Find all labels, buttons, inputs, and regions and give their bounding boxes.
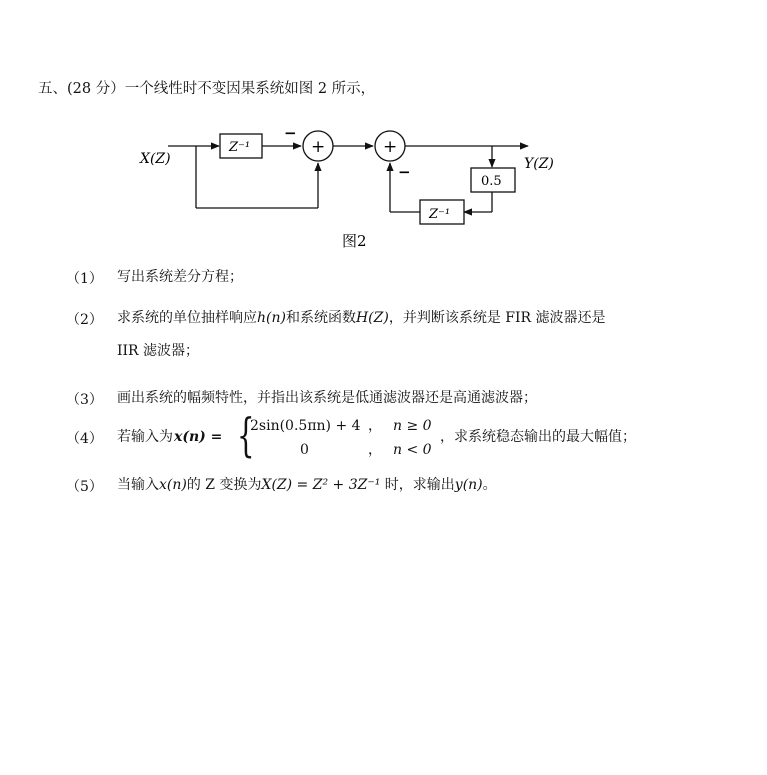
q2-hz: H(Z) [355, 310, 389, 326]
q2-text-a: 求系统的单位抽样响应 [117, 310, 257, 326]
q5-line [117, 476, 497, 494]
q5-yn: y(n) [454, 477, 483, 493]
block-diagram [0, 0, 767, 260]
delay1-label: Z⁻¹ [229, 140, 251, 155]
q5-text-d: 。 [482, 477, 497, 493]
sign-1: − [284, 124, 297, 142]
q5-xz: X(Z) = Z² + 3Z⁻¹ [261, 477, 381, 493]
problem-heading: 五、(28 分）一个线性时不变因果系统如图 2 所示， [38, 81, 376, 97]
q5-text-c: 时，求输出 [380, 477, 455, 493]
q2-hn: h(n) [257, 310, 286, 326]
q4-number: （4） [66, 431, 103, 447]
output-label: Y(Z) [524, 156, 554, 172]
q4-case1-cond: n ≥ 0 [393, 418, 432, 434]
adder1-symbol: + [311, 137, 326, 157]
q2-text-c: ，并判断该系统是 FIR 滤波器还是 [388, 310, 606, 326]
q4-xn: x(n) = [174, 429, 223, 445]
figure-caption: 图2 [342, 232, 367, 250]
q4-case2-expr: 0 [300, 442, 309, 458]
q5-xn: x(n) [159, 477, 187, 493]
delay2-label: Z⁻¹ [429, 207, 451, 222]
q5-number: （5） [66, 479, 103, 495]
q4-case1-expr: 2sin(0.5πn) + 4 [250, 418, 361, 434]
q1-number: （1） [66, 271, 103, 287]
q4-case2-sep: ， [368, 442, 382, 458]
q2-line1 [117, 309, 606, 327]
q4-brace: { [237, 408, 255, 462]
q3-text: 画出系统的幅频特性，并指出该系统是低通滤波器还是高通滤波器； [117, 390, 537, 406]
input-label: X(Z) [140, 151, 171, 167]
q2-line2: IIR 滤波器； [117, 343, 200, 359]
q1-text: 写出系统差分方程； [117, 269, 243, 285]
q4-case2-cond: n < 0 [393, 442, 432, 458]
q2-text-b: 和系统函数 [285, 310, 356, 326]
adder2-symbol: + [383, 137, 398, 157]
q4-text-b: ，求系统稳态输出的最大幅值； [440, 429, 636, 445]
q4-case1-sep: ， [368, 418, 382, 434]
gain-label: 0.5 [481, 174, 502, 189]
q2-number: （2） [66, 312, 103, 328]
q3-number: （3） [66, 392, 103, 408]
q5-text-b: 的 Z 变换为 [186, 477, 262, 493]
q5-text-a: 当输入 [117, 477, 159, 493]
sign-2: − [398, 163, 411, 181]
q4-text-a: 若输入为 [117, 429, 173, 445]
